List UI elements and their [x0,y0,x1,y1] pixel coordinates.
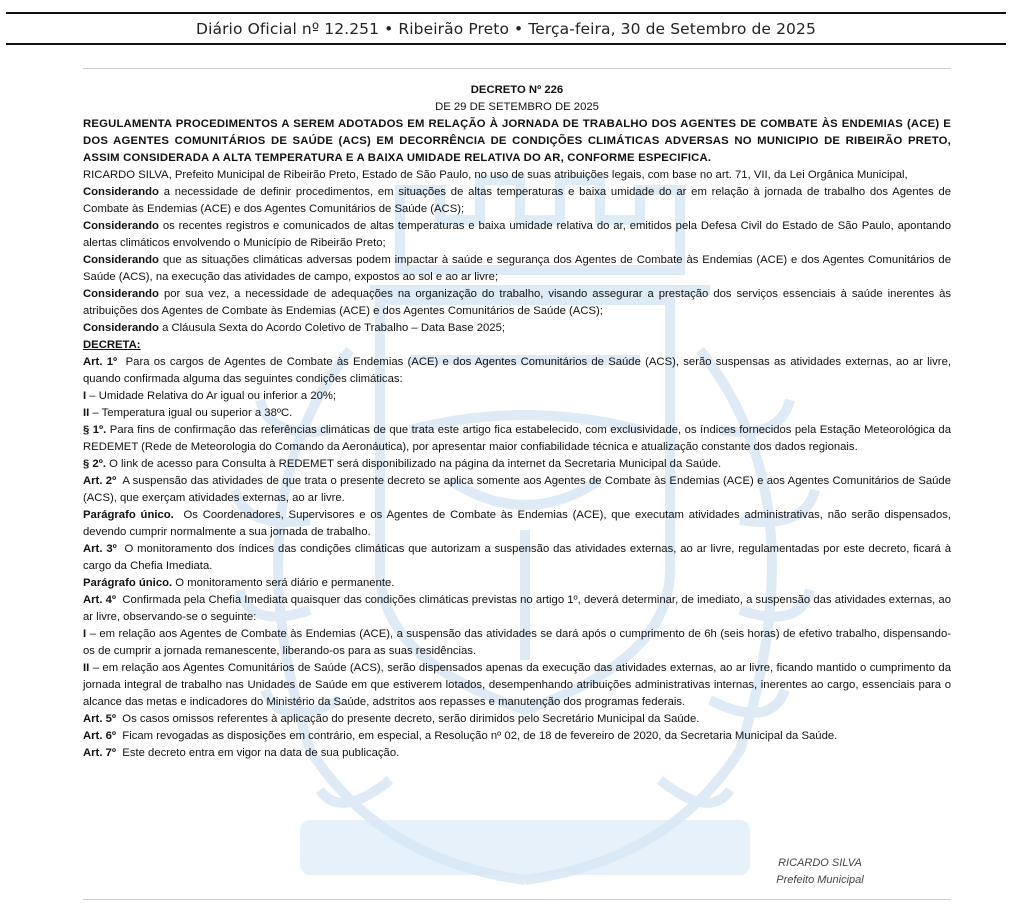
article-label: Art. 4º [83,594,117,606]
item-text: – Umidade Relativa do Ar igual ou inferior a 20%; [89,390,337,402]
article-text: Ficam revogadas as disposições em contrário, em especial, a Resolução nº 02, de 18 de fevereiro de 2020, da Secretaria Municipal da Saúde. [122,730,838,742]
paragraph-text: O link de acesso para Consulta à REDEMET será disponibilizado na página da internet da Secretaria Municipal da Saúde. [109,458,722,470]
article-5 [83,711,951,728]
article-text: Para os cargos de Agentes de Combate às Endemias (ACE) e dos Agentes Comunitários de Saúde (ACS), serão suspensas as atividades externas, ao ar livre, quando confirmada alguma das seguintes condições climáticas: [83,356,951,385]
considerando-text: a Cláusula Sexta do Acordo Coletivo de Trabalho – Data Base 2025; [162,322,505,334]
article-4-item-i [83,626,951,660]
considerando-label: Considerando [83,254,159,266]
paragraph-label: § 2º. [83,458,106,470]
decree-date: DE 29 DE SETEMBRO DE 2025 [435,101,599,113]
article-label: Art. 7º [83,747,117,759]
paragraph-text: O monitoramento será diário e permanente. [175,577,395,589]
article-text: Os casos omissos referentes à aplicação do presente decreto, serão dirimidos pelo Secretário Municipal da Saúde. [122,713,700,725]
decree-ementa: REGULAMENTA PROCEDIMENTOS A SEREM ADOTADOS EM RELAÇÃO À JORNADA DE TRABALHO DOS AGENTES DE COMBATE ÀS ENDEMIAS (ACE) E DOS AGENTES COMUNITÁRIOS DE SAÚDE (ACS) EM DECORRÊNCIA DE CONDIÇÕES CLIMÁTICAS ADVERSAS NO MUNICIPIO DE RIBEIRÃO PRETO, ASSIM CONSIDERADA A ALTA TEMPERATURA E A BAIXA UMIDADE RELATIVA DO AR, CONFORME ESPECIFICA. [83,118,951,164]
signature-role: Prefeito Municipal [776,874,864,886]
article-1-item-i [83,388,951,405]
considerando-text: a necessidade de definir procedimentos, em situações de altas temperaturas e baixa umidade do ar em relação à jornada de trabalho dos Agentes de Combate às Endemias (ACE) e dos Agentes Comunitários de Saúde (ACS); [83,186,952,215]
article-label: Art. 2º [83,475,117,487]
decree-body [83,82,951,762]
paragraph-text: Para fins de confirmação das referências climáticas de que trata este artigo fica estabelecido, com exclusividade, os índices fornecidos pela Estação Meteorológica da REDEMET (Rede de Meteorologia do Comando da Aeronáutica), por apresentar maior confiabilidade técnica e atualização constante dos dados regionais. [83,424,951,453]
gazette-header [6,12,1006,45]
decree-preamble: RICARDO SILVA, Prefeito Municipal de Ribeirão Preto, Estado de São Paulo, no uso de suas atribuições legais, com base no art. 71, VII, da Lei Orgânica Municipal, [83,169,908,181]
considerando-label: Considerando [83,220,159,232]
considerando-text: os recentes registros e comunicados de altas temperaturas e baixa umidade relativa do ar, emitidos pela Defesa Civil do Estado de São Paulo, apontando alertas climáticos envolvendo o Município de Ribeirão Preto; [83,220,952,249]
article-7 [83,745,951,762]
article-text: Confirmada pela Chefia Imediata quaisquer das condições climáticas previstas no artigo 1º, deverá determinar, de imediato, a suspensão das atividades externas, ao ar livre, observando-se o seguinte: [83,594,951,623]
top-divider [83,68,951,69]
signature-block [760,855,880,889]
article-1-item-ii [83,405,951,422]
gazette-header-text: Diário Oficial nº 12.251 • Ribeirão Preto • Terça-feira, 30 de Setembro de 2025 [196,19,816,38]
considerando-label: Considerando [83,288,159,300]
considerando-1 [83,184,951,218]
signature-name: RICARDO SILVA [778,857,862,869]
article-3 [83,541,951,575]
article-1-paragraph-1 [83,422,951,456]
paragraph-label: Parágrafo único. [83,509,174,521]
article-4-item-ii [83,660,951,711]
article-1 [83,354,951,388]
item-text: – Temperatura igual ou superior a 38ºC. [92,407,293,419]
item-text: – em relação aos Agentes de Combate às Endemias (ACE), a suspensão das atividades se dará após o cumprimento de 6h (seis horas) de efetivo trabalho, dispensando-os de cumprir a jornada remanescente, liberando-os para as suas residências. [83,628,952,657]
paragraph-label: § 1º. [83,424,107,436]
paragraph-label: Parágrafo único. [83,577,173,589]
item-label: I [83,628,87,640]
article-label: Art. 3º [83,543,117,555]
article-6 [83,728,951,745]
item-label: II [83,407,90,419]
considerando-2 [83,218,951,252]
paragraph-text: Os Coordenadores, Supervisores e os Agentes de Combate às Endemias (ACE), que executam atividades administrativas, não serão dispensados, devendo cumprir normalmente a sua jornada de trabalho. [83,509,952,538]
article-label: Art. 1º [83,356,118,368]
bottom-divider [83,899,951,900]
considerando-5 [83,320,951,337]
article-text: O monitoramento dos índices das condições climáticas que autorizam a suspensão das atividades externas, ao ar livre, regulamentadas por este decreto, ficará à cargo da Chefia Imediata. [83,543,951,572]
item-label: II [83,662,90,674]
article-text: A suspensão das atividades de que trata o presente decreto se aplica somente aos Agentes de Combate às Endemias (ACE) e aos Agentes Comunitários de Saúde (ACS), que exerçam atividades externas, ao ar livre. [83,475,951,504]
considerando-label: Considerando [83,322,159,334]
article-label: Art. 5º [83,713,117,725]
article-3-sole-paragraph [83,575,951,592]
considerando-text: por sua vez, a necessidade de adequações na organização do trabalho, visando assegurar a prestação dos serviços essenciais à saúde inerentes às atribuições dos Agentes de Combate às Endemias (ACE) e dos Agentes Comunitários de Saúde (ACS); [83,288,951,317]
article-text: Este decreto entra em vigor na data de sua publicação. [122,747,400,759]
article-label: Art. 6º [83,730,117,742]
considerando-label: Considerando [83,186,159,198]
considerando-4 [83,286,951,320]
considerando-3 [83,252,951,286]
decreta-label: DECRETA: [83,339,141,351]
considerando-text: que as situações climáticas adversas podem impactar à saúde e segurança dos Agentes de Combate às Endemias (ACE) e dos Agentes Comunitários de Saúde (ACS), na execução das atividades de campo, expostos ao sol e ao ar livre; [83,254,951,283]
article-1-paragraph-2 [83,456,951,473]
article-2-sole-paragraph [83,507,951,541]
item-text: – em relação aos Agentes Comunitários de Saúde (ACS), serão dispensados apenas da execução das atividades externas, ao ar livre, ficando mantido o cumprimento da jornada integral de trabalho nas Unidades de Saúde em que estiverem lotados, desempenhando atribuições administrativas internas, inerentes ao cargo, essenciais para o alcance das metas e indicadores do Ministério da Saúde, adstritos aos repasses e manutenção dos programas federais. [83,662,951,708]
article-4 [83,592,951,626]
decreta-heading [83,337,951,354]
article-2 [83,473,951,507]
item-label: I [83,390,87,402]
decree-number: DECRETO Nº 226 [470,84,564,96]
